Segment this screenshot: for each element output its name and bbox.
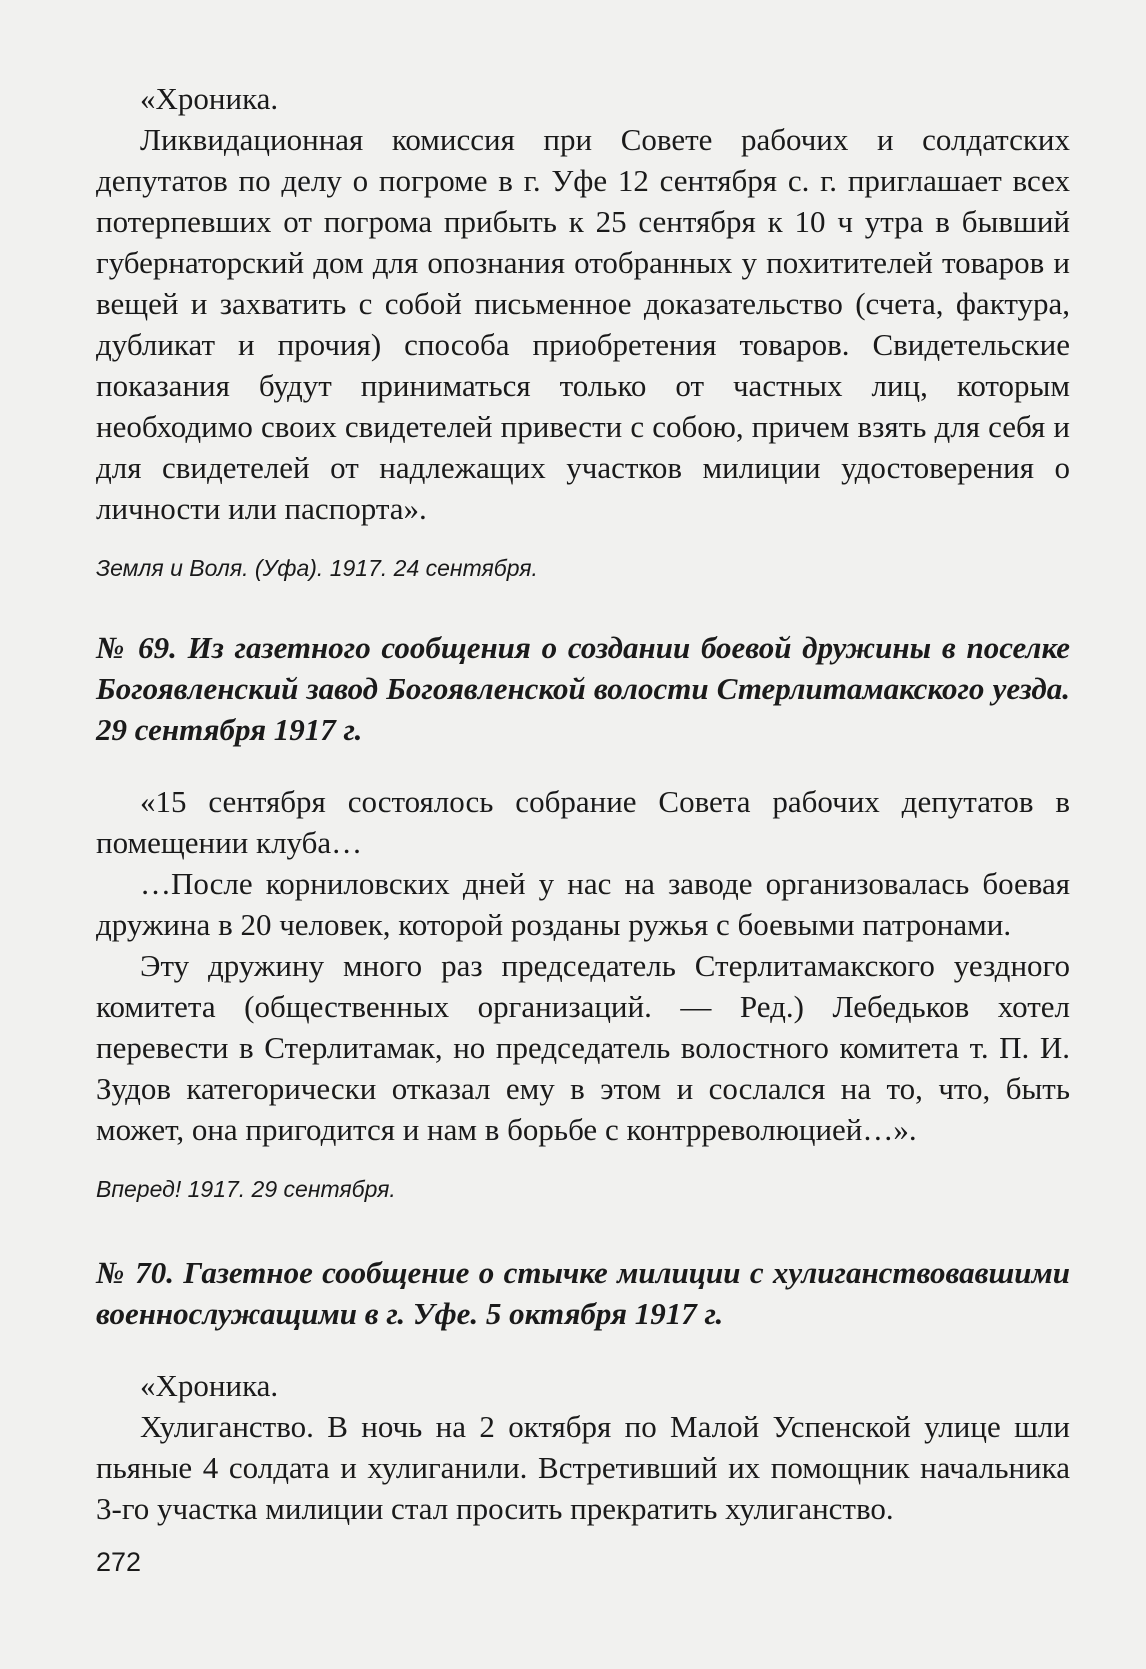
doc70-paragraph-1: Хулиганство. В ночь на 2 октября по Малой Успенской улице шли пьяные 4 солдата и хулиганили. Встретивший их помощник начальника 3-го участка милиции стал просить прекратить хулиганство.	[96, 1409, 1070, 1526]
doc67-intro: «Хроника.	[140, 81, 279, 116]
doc69-paragraph-2: …После корниловских дней у нас на заводе организовалась боевая дружина в 20 человек, которой розданы ружья с боевыми патронами.	[96, 866, 1070, 942]
doc69-paragraph-1: «15 сентября состоялось собрание Совета рабочих депутатов в помещении клуба…	[96, 784, 1070, 860]
doc69-paragraph-3: Эту дружину много раз председатель Стерлитамакского уездного комитета (общественных организаций. — Ред.) Лебедьков хотел перевести в Стерлитамак, но председатель волостного комитета т. П. И. Зудов категорически отказал ему в этом и сослался на то, что, быть может, она пригодится и нам в борьбе с контрреволюцией…».	[96, 948, 1070, 1147]
page-number: 272	[96, 1547, 142, 1577]
doc69-heading: № 69. Из газетного сообщения о создании боевой дружины в поселке Богоявленский завод Богоявленской волости Стерлитамакского уезда. 29 сентября 1917 г.	[96, 630, 1070, 747]
doc67-source: Земля и Воля. (Уфа). 1917. 24 сентября.	[96, 555, 538, 581]
document-page	[96, 78, 1070, 1529]
doc70-heading: № 70. Газетное сообщение о стычке милиции с хулиганствовавшими военнослужащими в г. Уфе. 5 октября 1917 г.	[96, 1255, 1070, 1331]
doc70-intro: «Хроника.	[140, 1368, 279, 1403]
doc67-body: Ликвидационная комиссия при Совете рабочих и солдатских депутатов по делу о погроме в г. Уфе 12 сентября с. г. приглашает всех потерпевших от погрома прибыть к 25 сентября к 10 ч утра в бывший губернаторский дом для опознания отобранных у похитителей товаров и вещей и захватить с собой письменное доказательство (счета, фактура, дубликат и прочия) способа приобретения товаров. Свидетельские показания будут приниматься только от частных лиц, которым необходимо своих свидетелей привести с собою, причем взять для себя и для свидетелей от надлежащих участков милиции удостоверения о личности или паспорта».	[96, 122, 1070, 526]
doc69-source: Вперед! 1917. 29 сентября.	[96, 1176, 396, 1202]
